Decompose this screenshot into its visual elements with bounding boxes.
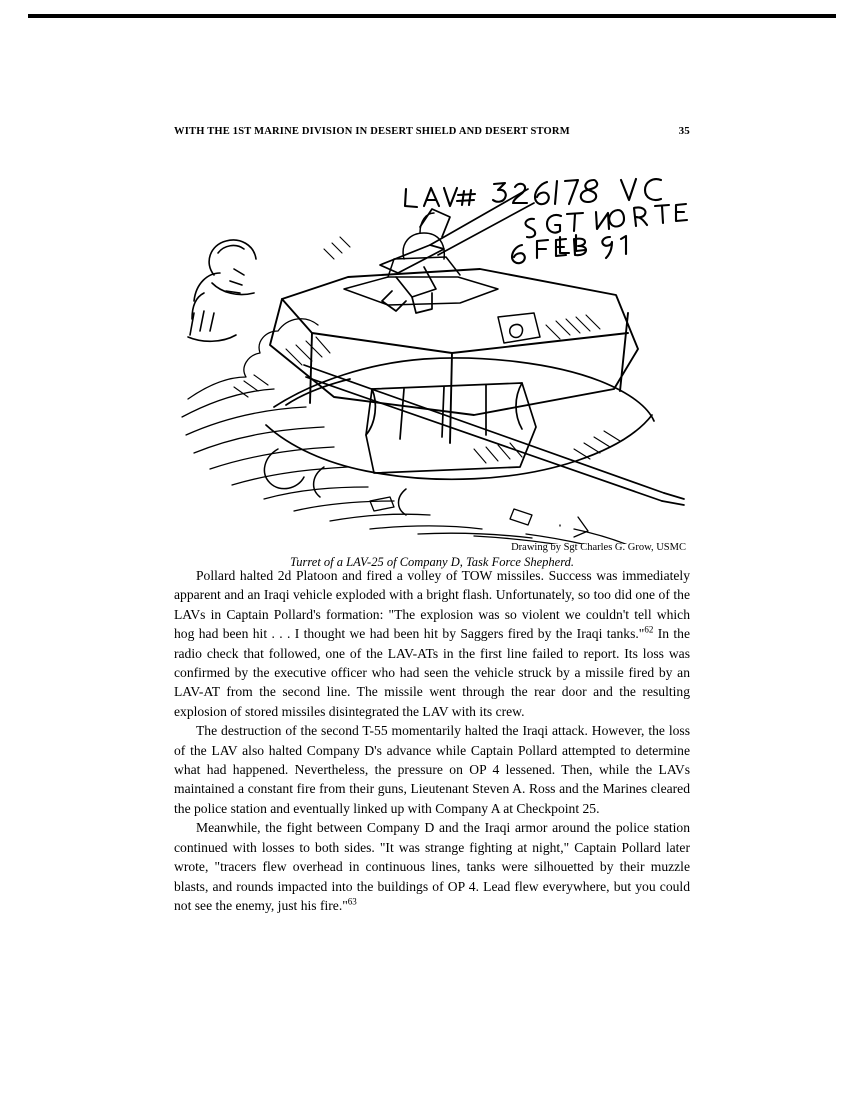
- paragraph-2-text: The destruction of the second T-55 momentarily halted the Iraqi attack. However, the loss of the LAV also halted Company D's advance while Captain Pollard attempted to determine what had happened. Nevertheless, the pressure on OP 4 lessened. Then, while the LAVs maintained a constant fire from their guns, Lieutenant Steven A. Ross and the Marines cleared the police station and eventually linked up with Company A at Checkpoint 25.: [174, 723, 690, 816]
- page-number: 35: [678, 125, 690, 137]
- page-top-rule: [28, 14, 836, 18]
- body-text: [174, 566, 690, 915]
- lav25-turret-illustration: [174, 149, 690, 544]
- running-head: [174, 125, 690, 137]
- paragraph-3: [174, 818, 690, 915]
- paragraph-1-text: Pollard halted 2d Platoon and fired a volley of TOW missiles. Success was immediately apparent and an Iraqi vehicle exploded with a bright flash. Unfortunately, so too did one of the LAVs in Captain Pollard's formation: "The explosion was so violent we couldn't tell which hog had been hit . . . I thought we had been hit by Saggers fired by the Iraqi tanks.": [174, 568, 690, 642]
- paragraph-1: [174, 566, 690, 721]
- footnote-ref-62: 62: [644, 624, 654, 635]
- paragraph-2: [174, 721, 690, 818]
- footnote-ref-63: 63: [347, 896, 357, 907]
- running-head-title: WITH THE 1ST MARINE DIVISION IN DESERT SHIELD AND DESERT STORM: [174, 126, 570, 137]
- paragraph-1-text-cont: In the radio check that followed, one of the LAV-ATs in the first line failed to report. Its loss was confirmed by the executive officer who had seen the vehicle struck by a missile fired by an LAV-AT from the second line. The missile went through the rear door and the resulting explosion of stored missiles disintegrated the LAV with its crew.: [174, 626, 690, 719]
- figure-lav25-turret-drawing: [174, 149, 690, 569]
- figure-credit: Drawing by Sgt Charles G. Grow, USMC: [511, 542, 686, 553]
- figure-caption: Turret of a LAV-25 of Company D, Task Force Shepherd.: [290, 555, 574, 569]
- page-content: [174, 125, 690, 915]
- paragraph-3-text: Meanwhile, the fight between Company D and the Iraqi armor around the police station continued with losses to both sides. "It was strange fighting at night," Captain Pollard later wrote, "tracers flew overhead in continuous lines, tanks were silhouetted by their muzzle blasts, and rounds impacted into the buildings of OP 4. Lead flew everywhere, but you could not see the enemy, just his fire.": [174, 820, 690, 913]
